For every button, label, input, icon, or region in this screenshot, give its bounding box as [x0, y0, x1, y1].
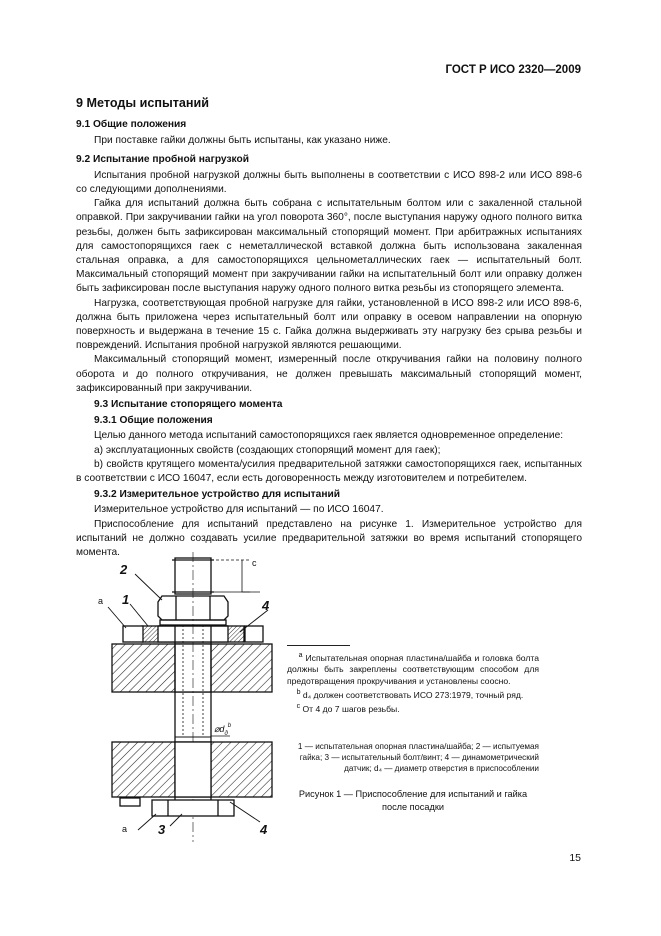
paragraph: Нагрузка, соответствующая пробной нагрузке для гайки, установленной в ИСО 898-2 или ИСО 898-6, должна быть приложена через испытательный болт или оправку в осевом направлении на опорную поверхность и выдержана в течение 15 с. Гайка должна выдерживать эту нагрузку без срыва резьбы и повреждений. Испытания пробной нагрузкой являются решающими.	[76, 297, 582, 352]
label-1: 1	[122, 592, 130, 607]
subsection-9-3-title: 9.3 Испытание стопорящего момента	[94, 399, 283, 411]
label-d: $⌀d_д^b$	[214, 723, 232, 737]
label-a-lower: a	[122, 824, 128, 834]
paragraph: Максимальный стопорящий момент, измеренный после откручивания гайки на половину полного оборота и до полного откручивания, не должен превышать максимальный стопорящий момент, зафиксированный при закручивании.	[76, 354, 582, 394]
test-fixture-drawing	[90, 552, 290, 842]
subsection-9-1-title: 9.1 Общие положения	[76, 119, 187, 131]
figure-footnotes	[287, 650, 539, 716]
list-item: b) свойств крутящего момента/усилия предварительной затяжки самостопорящихся гаек, испытанных в соответствии с ИСО 16047, если есть договоренность между изготовителем и потребителем.	[76, 458, 582, 485]
footnote-b: $^b$ d₄ должен соответствовать ИСО 273:1979, точный ряд.	[296, 689, 524, 700]
subsection-9-2-title: 9.2 Испытание пробной нагрузкой	[76, 153, 249, 165]
paragraph: При поставке гайки должны быть испытаны, как указано ниже.	[94, 135, 391, 147]
label-2: 2	[120, 562, 128, 577]
subsection-9-3-2-title: 9.3.2 Измерительное устройство для испытаний	[94, 489, 341, 501]
footnote-a: $^a$ Испытательная опорная пластина/шайба и головка болта должны быть закреплены соответствующим способом для предотвращения прокручивания и установлены соосно.	[287, 652, 539, 686]
paragraph: Целью данного метода испытаний самостопорящихся гаек является одновременное определение:	[94, 430, 564, 442]
bolt-head	[152, 800, 234, 816]
label-4-lower: 4	[260, 822, 268, 837]
paragraph: Приспособление для испытаний представлено на рисунке 1. Измерительное устройство для испытаний не должно создавать усилие предварительной затяжки во время испытаний стопорящего момента.	[76, 518, 582, 559]
footnote-c: $^c$ От 4 до 7 шагов резьбы.	[296, 703, 400, 715]
label-4-upper: 4	[262, 598, 270, 613]
list-item: а) эксплуатационных свойств (создающих стопорящий момент для гаек);	[94, 444, 441, 456]
page-body	[76, 96, 582, 560]
paragraph: Испытания пробной нагрузкой должны быть выполнены в соответствии с ИСО 898-2 или ИСО 898-6 со следующими дополнениями.	[76, 169, 582, 196]
figure-legend: 1 — испытательная опорная пластина/шайба; 2 — испытуемая гайка; 3 — испытательный болт/винт; 4 — динамометрический датчик; d₄ — диаметр отверстия в приспособлении	[297, 742, 539, 774]
figure-caption: Рисунок 1 — Приспособление для испытаний и гайка после посадки	[298, 789, 528, 812]
label-c: c	[252, 558, 257, 568]
paragraph: Гайка для испытаний должна быть собрана с испытательным болтом или с закаленной стальной оправкой. При закручивании гайки на угол поворота 360°, после выступания наружу одного полного витка резьбы, должен быть зафиксирован максимальный стопорящий момент. При арбитражных испытаниях для самостопорящихся гаек с неметаллической вставкой должна быть использована закаленная стальная оправка, а для самостопорящихся цельнометаллических гаек — испытательный болт. Максимальный стопорящий момент при закручивании гайки на испытательный болт или оправку должен быть зафиксирован после выступания наружу одного полного витка резьбы из стопорящего элемента.	[76, 198, 582, 295]
section-title: 9 Методы испытаний	[76, 96, 209, 110]
footnote-separator	[287, 645, 350, 646]
label-3: 3	[158, 822, 166, 837]
label-a-upper: a	[98, 596, 104, 606]
document-header: ГОСТ Р ИСО 2320—2009	[445, 64, 581, 76]
page-number: 15	[569, 852, 581, 864]
subsection-9-3-1-title: 9.3.1 Общие положения	[94, 415, 213, 427]
paragraph: Измерительное устройство для испытаний — по ИСО 16047.	[94, 504, 384, 516]
